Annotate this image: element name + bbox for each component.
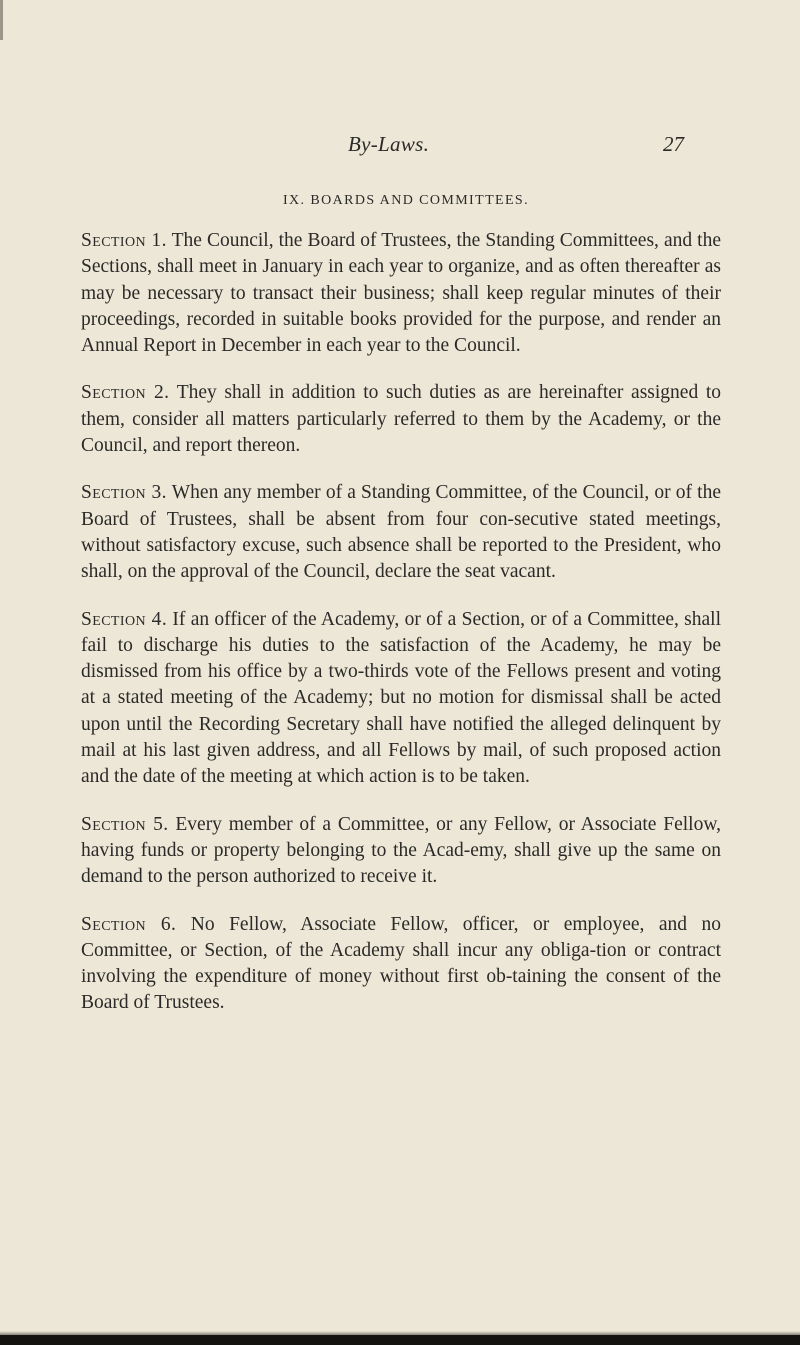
section-label: Section 6. (81, 913, 177, 935)
section-label: Section 4. (81, 608, 168, 630)
section-label: Section 2. (81, 382, 170, 404)
section-label: Section 5. (81, 813, 169, 835)
scan-bottom-edge (0, 1335, 800, 1345)
chapter-heading: IX. BOARDS AND COMMITTEES. (282, 193, 530, 208)
section-label: Section 3. (81, 482, 167, 504)
section-1 (81, 228, 721, 359)
section-text: When any member of a Standing Committee, of the Council, or of the Board of Trustees, shall be absent from four con-secutive stated meetings, without satisfactory excuse, such absence shall be reported to the President, who shall, on the approval of the Council, declare the seat vacant. (81, 482, 721, 583)
page-number: 27 (663, 132, 684, 156)
by-laws-text (81, 228, 721, 1038)
section-text: The Council, the Board of Trustees, the Standing Committees, and the Sections, shall meet in January in each year to organize, and as often thereafter as may be necessary to transact their business; shall keep regular minutes of their proceedings, recorded in suitable books provided for the purpose, and render an Annual Report in December in each year to the Council. (81, 230, 722, 357)
section-6 (81, 912, 721, 1017)
running-head (0, 132, 800, 162)
section-text: Every member of a Committee, or any Fellow, or Associate Fellow, having funds or property belonging to the Acad-emy, shall give up the same on demand to the person authorized to receive it. (81, 813, 722, 888)
section-4 (81, 607, 721, 791)
section-3 (81, 480, 721, 585)
section-text: They shall in addition to such duties as are hereinafter assigned to them, consider all matters particularly referred to them by the Academy, or the Council, and report thereon. (81, 382, 721, 457)
page-edge-mark (0, 0, 3, 40)
section-text: No Fellow, Associate Fellow, officer, or employee, and no Committee, or Section, of the Academy shall incur any obliga-tion or contract involving the expenditure of money without first ob-taining the consent of the Board of Trustees. (81, 913, 721, 1014)
section-label: Section 1. (81, 230, 167, 251)
section-5 (81, 812, 721, 891)
running-title: By-Laws. (348, 132, 430, 156)
section-text: If an officer of the Academy, or of a Section, or of a Committee, shall fail to discharge his duties to the satisfaction of the Academy, he may be dismissed from his office by a two-thirds vote of the Fellows present and voting at a stated meeting of the Academy; but no motion for dismissal shall be acted upon until the Recording Secretary shall have notified the alleged delinquent by mail at his last given address, and all Fellows by mail, of such proposed action and the date of the meeting at which action is to be taken. (81, 608, 722, 788)
section-2 (81, 380, 721, 459)
